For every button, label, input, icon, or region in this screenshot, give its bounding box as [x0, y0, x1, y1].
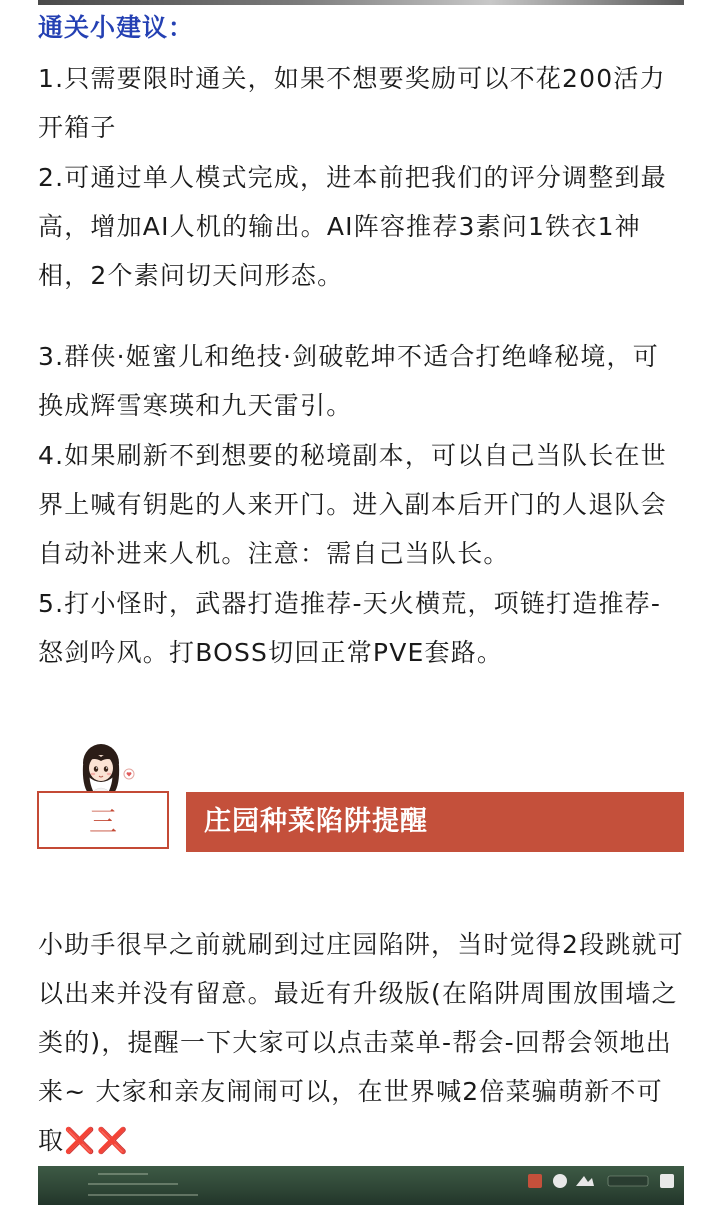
chibi-girl-avatar-icon	[74, 741, 136, 795]
tip-item-3: 3.群侠·姬蜜儿和绝技·剑破乾坤不适合打绝峰秘境，可换成辉雪寒瑛和九天雷引。	[38, 342, 659, 420]
top-image-strip	[38, 0, 684, 5]
section-title-banner: 庄园种菜陷阱提醒	[186, 792, 684, 852]
tip-item-5: 5.打小怪时，武器打造推荐-天火横荒，项链打造推荐-怒剑吟风。打BOSS切回正常PVE套路。	[38, 589, 662, 667]
bottom-game-screenshot	[38, 1166, 684, 1205]
section-number-box: 三	[37, 791, 169, 849]
game-hud-icons	[528, 1170, 678, 1198]
cross-mark-icon: ❌❌	[64, 1126, 129, 1155]
tip-item-1: 1.只需要限时通关，如果不想要奖励可以不花200活力开箱子	[38, 64, 666, 142]
tip-item-4: 4.如果刷新不到想要的秘境副本，可以自己当队长在世界上喊有钥匙的人来开门。进入副本后开门的人退队会自动补进来人机。注意：需自己当队长。	[38, 441, 667, 568]
tips-heading: 通关小建议：	[38, 13, 195, 42]
section-body-paragraph	[38, 920, 684, 1165]
tip-item-2: 2.可通过单人模式完成，进本前把我们的评分调整到最高，增加AI人机的输出。AI阵容推荐3素问1铁衣1神相，2个素问切天问形态。	[38, 163, 667, 290]
game-scroll-text-overlay	[58, 1168, 248, 1204]
section-body-text: 小助手很早之前就刷到过庄园陷阱，当时觉得2段跳就可以出来并没有留意。最近有升级版(在陷阱周围放围墙之类的)，提醒一下大家可以点击菜单-帮会-回帮会领地出来~ 大家和亲友闹闹可以，在世界喊2倍菜骗萌新不可取	[38, 930, 684, 1155]
